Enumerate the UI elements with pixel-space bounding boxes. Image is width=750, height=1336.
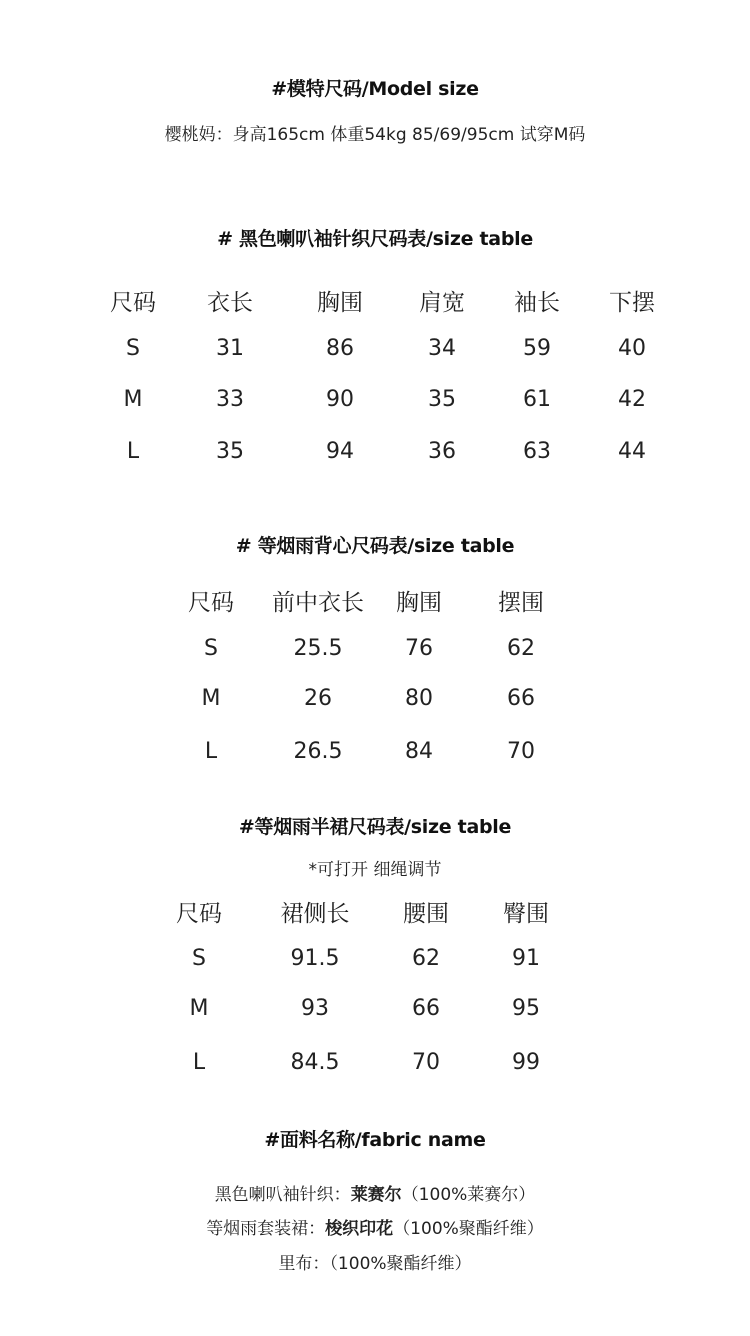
- fabric-detail: （100%聚酯纤维）: [393, 1219, 544, 1239]
- fabric-label: 黑色喇叭袖针织：: [214, 1185, 351, 1205]
- table-cell: 44: [618, 439, 646, 464]
- table-cell: S: [192, 946, 206, 971]
- model-size-title: #模特尺码/Model size: [271, 78, 479, 100]
- table-cell: 26.5: [293, 739, 343, 764]
- table-cell: 62: [507, 636, 535, 661]
- table-cell: 59: [523, 336, 551, 361]
- table-cell: 86: [326, 336, 354, 361]
- table-cell: M: [201, 686, 221, 711]
- table-cell: 31: [216, 336, 244, 361]
- table-cell: 70: [412, 1050, 440, 1075]
- table-header-cell: 腰围: [403, 901, 449, 927]
- table-header-cell: 尺码: [176, 901, 222, 927]
- table-cell: L: [204, 739, 218, 764]
- table-cell: 84: [405, 739, 433, 764]
- fabric-line-knit: [0, 1180, 750, 1205]
- table-cell: 90: [326, 387, 354, 412]
- table-header-cell: 前中衣长: [272, 590, 364, 616]
- table-header-cell: 衣长: [207, 290, 253, 316]
- table-cell: 26: [304, 686, 332, 711]
- table-cell: 34: [428, 336, 456, 361]
- table-header-cell: 肩宽: [419, 290, 465, 316]
- fabric-detail: （100%莱赛尔）: [401, 1185, 536, 1205]
- table-cell: 62: [412, 946, 440, 971]
- table-cell: 80: [405, 686, 433, 711]
- table-cell: 40: [618, 336, 646, 361]
- table-cell: 95: [512, 996, 540, 1021]
- table-header-cell: 胸围: [317, 290, 363, 316]
- table-cell: 61: [523, 387, 551, 412]
- table-header-cell: 尺码: [110, 290, 156, 316]
- table-header-cell: 胸围: [396, 590, 442, 616]
- table-header-cell: 摆围: [498, 590, 544, 616]
- table-cell: 36: [428, 439, 456, 464]
- model-size-info: 樱桃妈：身高165cm 体重54kg 85/69/95cm 试穿M码: [164, 125, 586, 145]
- table-header-cell: 裙侧长: [280, 901, 350, 927]
- table-header-cell: 臀围: [503, 901, 549, 927]
- table-header-cell: 下摆: [609, 290, 655, 316]
- fabric-name: 莱赛尔: [350, 1185, 402, 1205]
- table1-title: # 黑色喇叭袖针织尺码表/size table: [217, 228, 533, 250]
- table-cell: 70: [507, 739, 535, 764]
- table-cell: 33: [216, 387, 244, 412]
- table-cell: 84.5: [290, 1050, 340, 1075]
- fabric-title: #面料名称/fabric name: [264, 1129, 486, 1151]
- fabric-line-skirt: [0, 1214, 750, 1239]
- table-cell: 25.5: [293, 636, 343, 661]
- fabric-detail: （100%聚酯纤维）: [329, 1254, 472, 1274]
- table2-title: # 等烟雨背心尺码表/size table: [235, 535, 515, 557]
- table-cell: 91: [512, 946, 540, 971]
- table-cell: 66: [412, 996, 440, 1021]
- table-cell: M: [189, 996, 209, 1021]
- table-cell: 76: [405, 636, 433, 661]
- table3-note: *可打开 细绳调节: [308, 860, 442, 880]
- table-cell: 63: [523, 439, 551, 464]
- table-cell: L: [192, 1050, 206, 1075]
- table-cell: 94: [326, 439, 354, 464]
- fabric-name: 梭织印花: [325, 1219, 394, 1239]
- fabric-line-lining: [0, 1249, 750, 1274]
- table-cell: 42: [618, 387, 646, 412]
- fabric-label: 里布：: [278, 1254, 330, 1274]
- table-cell: S: [204, 636, 218, 661]
- table-cell: S: [126, 336, 140, 361]
- table-cell: 35: [216, 439, 244, 464]
- table3-title: #等烟雨半裙尺码表/size table: [238, 816, 512, 838]
- table-cell: L: [126, 439, 140, 464]
- table-header-cell: 尺码: [188, 590, 234, 616]
- table-cell: 99: [512, 1050, 540, 1075]
- table-cell: 35: [428, 387, 456, 412]
- table-header-cell: 袖长: [514, 290, 560, 316]
- fabric-label: 等烟雨套装裙：: [206, 1219, 326, 1239]
- table-cell: M: [123, 387, 143, 412]
- table-cell: 93: [301, 996, 329, 1021]
- table-cell: 66: [507, 686, 535, 711]
- table-cell: 91.5: [290, 946, 340, 971]
